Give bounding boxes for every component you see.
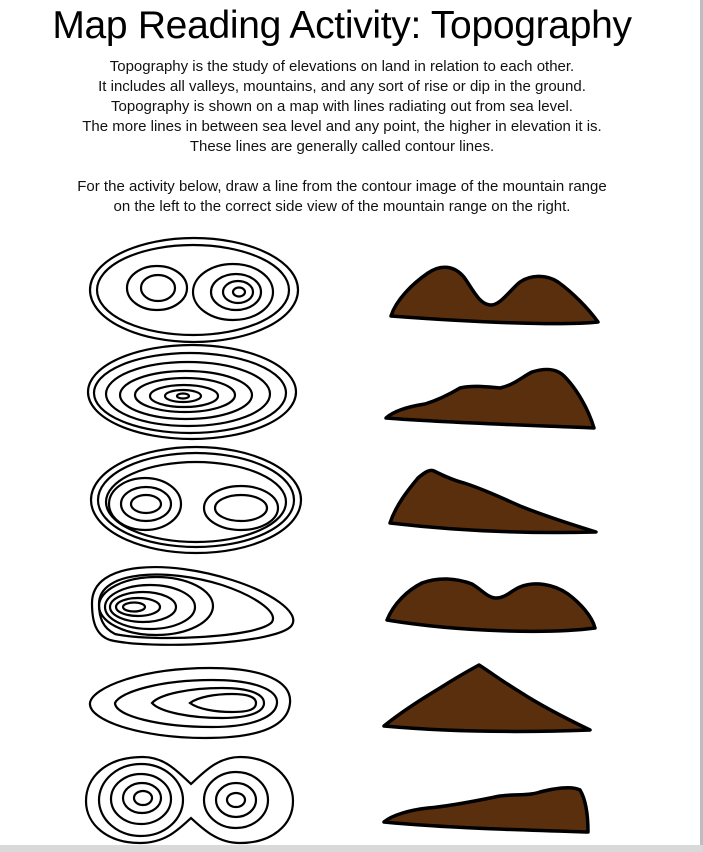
intro-line: Topography is shown on a map with lines radiating out from sea level. bbox=[111, 98, 573, 115]
contour-map-6[interactable] bbox=[86, 757, 293, 843]
contour-map-4[interactable] bbox=[92, 567, 293, 645]
contour-map-5[interactable] bbox=[90, 668, 290, 738]
window-edge-bottom bbox=[0, 845, 703, 852]
side-view-6[interactable] bbox=[384, 788, 588, 832]
side-view-1[interactable] bbox=[391, 267, 598, 323]
contour-map-3[interactable] bbox=[91, 447, 301, 553]
side-view-4[interactable] bbox=[387, 579, 595, 631]
intro-line: It includes all valleys, mountains, and any sort of rise or dip in the ground. bbox=[98, 78, 586, 95]
side-view-3[interactable] bbox=[390, 470, 596, 532]
intro-line: Topography is the study of elevations on land in relation to each other. bbox=[109, 58, 575, 75]
contour-map-1[interactable] bbox=[90, 238, 298, 342]
instruction-line: For the activity below, draw a line from the contour image of the mountain range bbox=[77, 178, 607, 195]
side-view-2[interactable] bbox=[386, 369, 594, 428]
contour-map-2[interactable] bbox=[88, 345, 296, 439]
page-title: Map Reading Activity: Topography bbox=[52, 4, 632, 47]
intro-line: These lines are generally called contour lines. bbox=[189, 138, 495, 155]
side-view-5[interactable] bbox=[384, 665, 590, 731]
intro-line: The more lines in between sea level and any point, the higher in elevation it is. bbox=[82, 118, 602, 135]
instruction-line: on the left to the correct side view of the mountain range on the right. bbox=[113, 198, 571, 215]
